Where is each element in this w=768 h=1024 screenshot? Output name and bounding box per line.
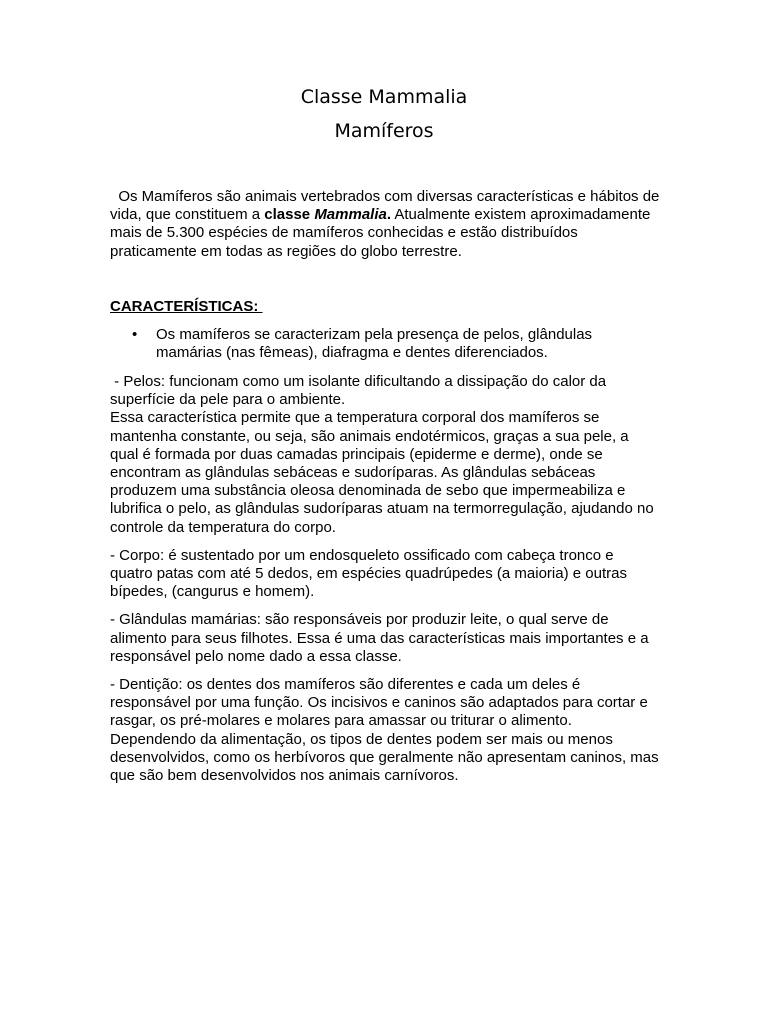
intro-bold-classe: classe: [264, 206, 315, 224]
body-text: [110, 373, 660, 795]
bullet-list: [110, 326, 660, 362]
intro-text-part2: Atualmente existem aproximadamente mais de 5.300 espécies de mamíferos conhecidas e estão distribuídos praticamente em todas as regiões do globo terrestre.: [110, 206, 651, 260]
bullet-item-text: Os mamíferos se caracterizam pela presença de pelos, glândulas mamárias (nas fêmeas), diafragma e dentes diferenciados.: [156, 326, 593, 362]
paragraph-corpo: - Corpo: é sustentado por um endosqueleto ossificado com cabeça tronco e quatro patas com até 5 dedos, em espécies quadrúpedes (a maioria) e outras bípedes, (cangurus e homem).: [110, 546, 627, 601]
intro-bold-italic-mammalia: Mammalia: [314, 206, 387, 224]
intro-paragraph: [110, 188, 664, 261]
intro-bold-period: .: [386, 206, 392, 224]
paragraph-pelos-details: Essa característica permite que a temperatura corporal dos mamíferos se mantenha constante, ou seja, são animais endotérmicos, graças a sua pele, a qual é formada por duas camadas principais (epiderme e derme), onde se encontram as glândulas sebáceas e sudoríparas. As glândulas sebáceas produzem uma substância oleosa denominada de sebo que impermeabiliza e lubrifica o pelo, as glândulas sudoríparas atuam na termorregulação, ajudando no controle da temperatura do corpo.: [110, 409, 654, 536]
paragraph-denticao: - Dentição: os dentes dos mamíferos são diferentes e cada um deles é responsável por uma função. Os incisivos e caninos são adaptados para cortar e rasgar, os pré-molares e molares para amassar ou triturar o alimento. Dependendo da alimentação, os tipos de dentes podem ser mais ou menos desenvolvidos, como os herbívoros que geralmente não apresentam caninos, mas que são bem desenvolvidos nos animais carnívoros.: [110, 676, 659, 785]
document-title: Classe Mammalia: [300, 86, 468, 108]
document-subtitle: Mamíferos: [334, 120, 434, 142]
intro-text: [110, 188, 664, 261]
section-heading-caracteristicas: CARACTERÍSTICAS:: [110, 298, 263, 315]
paragraph-pelos: [110, 373, 660, 537]
intro-text-part1: Os Mamíferos são animais vertebrados com diversas características e hábitos de vida, que constituem a: [110, 188, 664, 224]
paragraph-glandulas: - Glândulas mamárias: são responsáveis por produzir leite, o qual serve de alimento para seus filhotes. Essa é uma das características mais importantes e a responsável pelo nome dado a essa classe.: [110, 611, 649, 665]
paragraph-pelos-intro: - Pelos: funcionam como um isolante dificultando a dissipação do calor da superfície da pele para o ambiente.: [110, 373, 611, 409]
bullet-item: [110, 326, 660, 362]
bullet-icon: •: [132, 326, 138, 343]
